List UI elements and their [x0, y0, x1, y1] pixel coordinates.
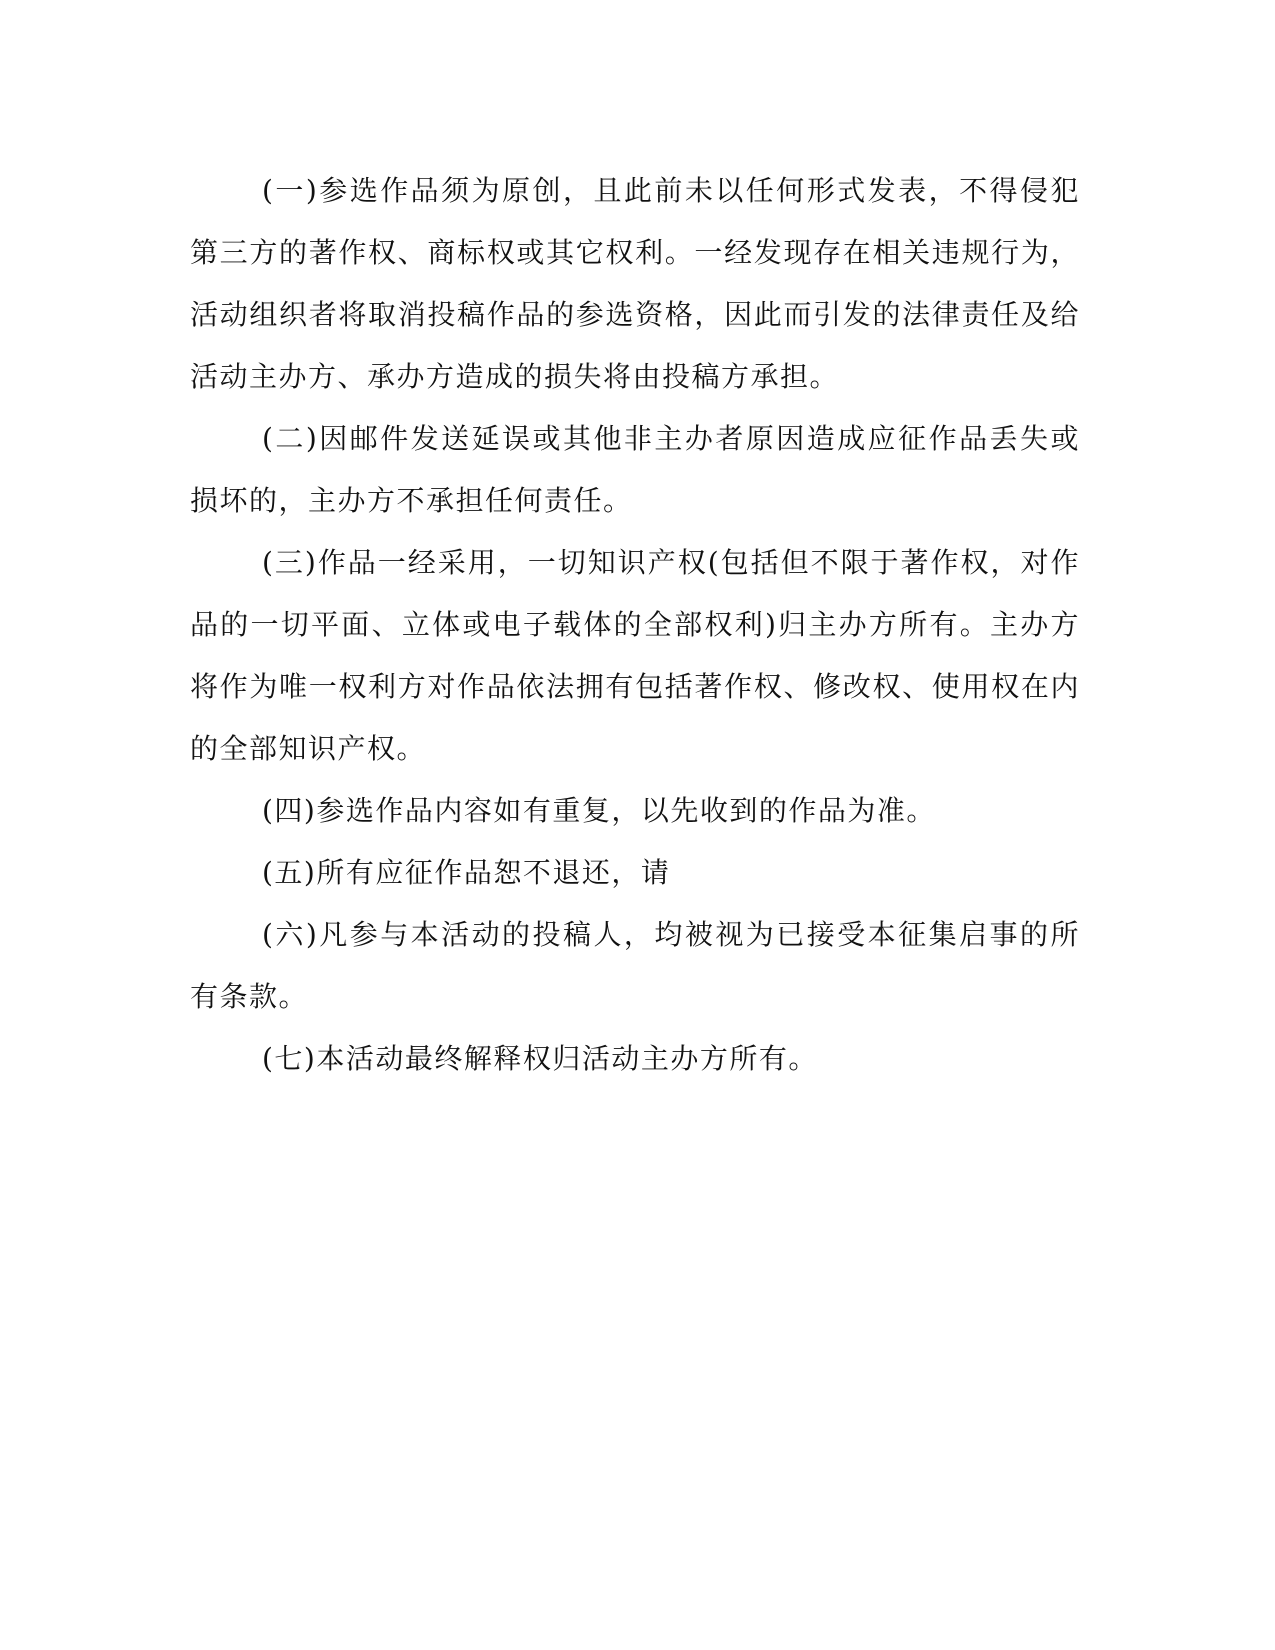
paragraph-clause-7: (七)本活动最终解释权归活动主办方所有。 [262, 1042, 818, 1075]
paragraph-clause-5: (五)所有应征作品恕不退还，请 [262, 856, 671, 889]
document-body [190, 160, 1080, 1090]
paragraph-clause-6: (六)凡参与本活动的投稿人，均被视为已接受本征集启事的所有条款。 [190, 918, 1080, 1013]
paragraph-clause-2: (二)因邮件发送延误或其他非主办者原因造成应征作品丢失或损坏的，主办方不承担任何责任。 [190, 422, 1080, 517]
paragraph-clause-4: (四)参选作品内容如有重复，以先收到的作品为准。 [262, 794, 936, 827]
paragraph-clause-3: (三)作品一经采用，一切知识产权(包括但不限于著作权，对作品的一切平面、立体或电子载体的全部权利)归主办方所有。主办方将作为唯一权利方对作品依法拥有包括著作权、修改权、使用权在内的全部知识产权。 [190, 546, 1080, 765]
paragraph-clause-1: (一)参选作品须为原创，且此前未以任何形式发表，不得侵犯第三方的著作权、商标权或其它权利。一经发现存在相关违规行为，活动组织者将取消投稿作品的参选资格，因此而引发的法律责任及给活动主办方、承办方造成的损失将由投稿方承担。 [190, 174, 1080, 393]
